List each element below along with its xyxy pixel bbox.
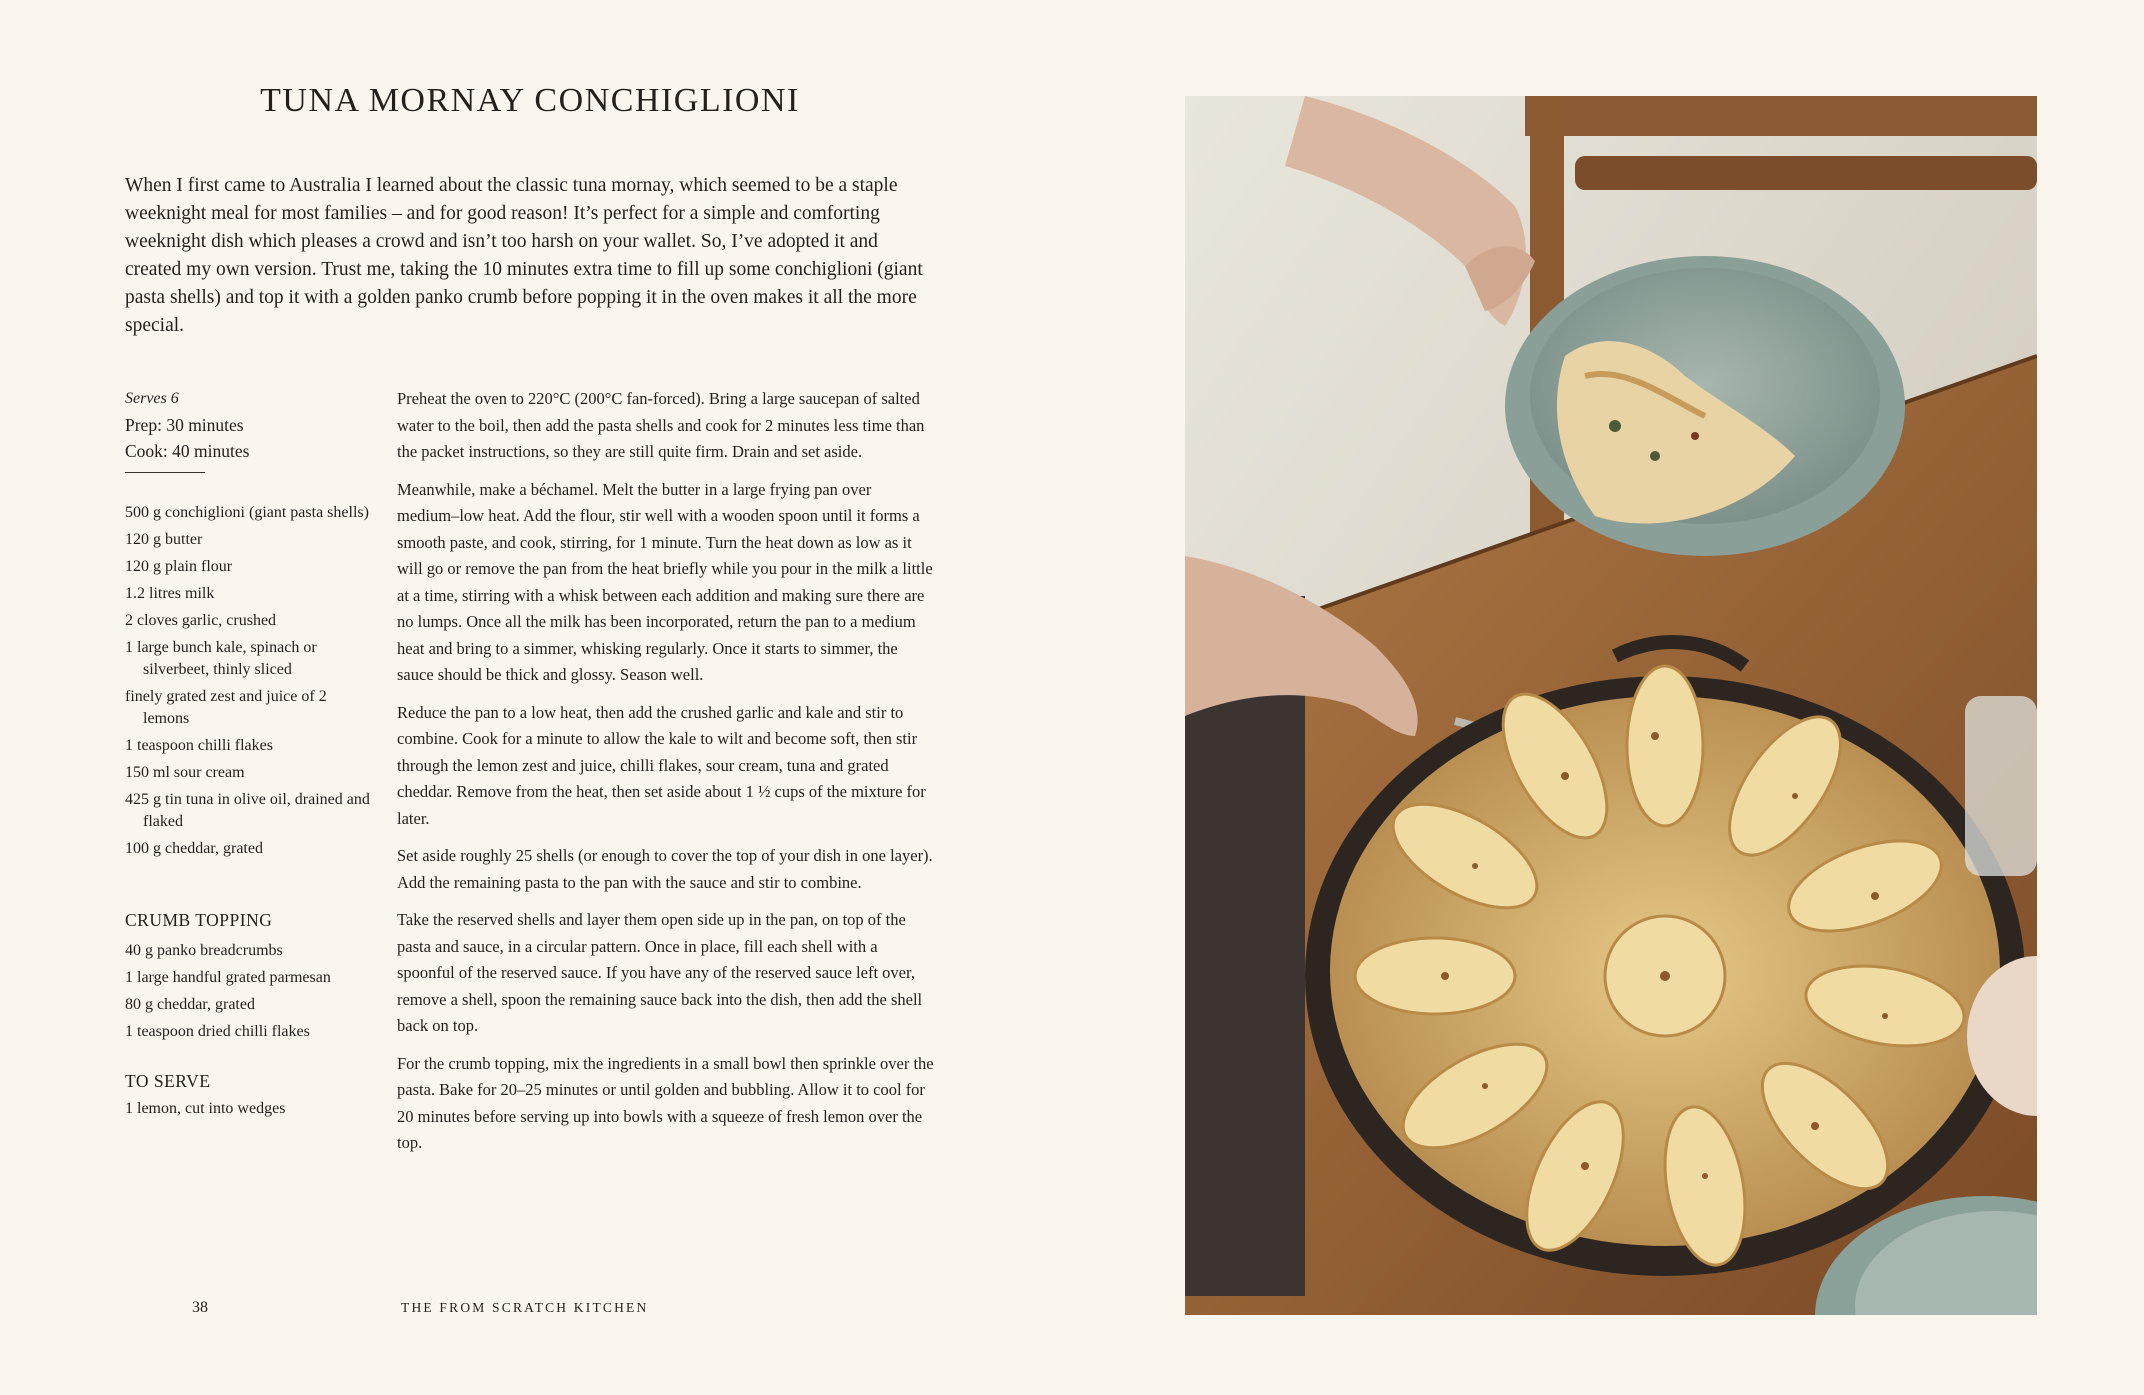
ingredient-list — [125, 502, 375, 865]
serving-bowl — [1505, 256, 1905, 556]
to-serve-heading: TO SERVE — [125, 1071, 211, 1091]
glass — [1965, 696, 2037, 876]
crumb-topping-list — [125, 940, 331, 1048]
running-footer: THE FROM SCRATCH KITCHEN — [401, 1300, 649, 1315]
method-step: Preheat the oven to 220°C (200°C fan-forced). Bring a large saucepan of salted water to the boil, then add the pasta shells and cook for 2 minutes less time than the packet instructions, so they are still quite firm. Drain and set aside. — [397, 389, 925, 461]
crumb-topping-heading: CRUMB TOPPING — [125, 910, 273, 930]
prep-time: Prep: 30 minutes — [125, 415, 244, 435]
recipe-intro: When I first came to Australia I learned about the classic tuna mornay, which seemed to be a staple weeknight meal for most families – and for good reason! It’s perfect for a simple and comforting weeknight dish which pleases a crowd and isn’t too harsh on your wallet. So, I’ve adopted it and created my own version. Trust me, taking the 10 minutes extra time to fill up some conchiglioni (giant pasta shells) and top it with a golden panko crumb before popping it in the oven makes it all the more special. — [125, 175, 923, 336]
recipe-meta — [125, 386, 355, 473]
ingredient-item: finely grated zest and juice of 2 lemons — [125, 688, 327, 727]
ingredient-item: 500 g conchiglioni (giant pasta shells) — [125, 504, 369, 521]
ingredient-item: 425 g tin tuna in olive oil, drained and flaked — [125, 791, 370, 830]
method-step: Reduce the pan to a low heat, then add the crushed garlic and kale and stir to combine. Cook for a minute to allow the kale to wilt and become soft, then stir through the lemon zest and juice, chilli flakes, sour cream, tuna and grated cheddar. Remove from the heat, then set aside about 1 ½ cups of the mixture for later. — [397, 702, 926, 828]
serves: Serves 6 — [125, 390, 179, 407]
recipe-title: TUNA MORNAY CONCHIGLIONI — [260, 82, 800, 119]
method-step: For the crumb topping, mix the ingredients in a small bowl then sprinkle over the pasta. Bake for 20–25 minutes or until golden and bubbling. Allow it to cool for 20 minutes before serving up into bowls with a squeeze of fresh lemon over the top. — [397, 1053, 934, 1152]
page-number: 38 — [192, 1299, 208, 1316]
ingredient-item: 2 cloves garlic, crushed — [125, 612, 277, 629]
method-step: Meanwhile, make a béchamel. Melt the butter in a large frying pan over medium–low heat. Add the flour, stir well with a wooden spoon until it forms a smooth paste, and cook, stirring, for 1 minute. Turn the heat down as low as it will go or remove the pan from the heat briefly while you pour in the milk a little at a time, stirring with a whisk between each addition and making sure there are no lumps. Once all the milk has been incorporated, return the pan to a medium heat and bring to a simmer, whisking regularly. Once it starts to simmer, the sauce should be thick and glossy. Season well. — [397, 479, 933, 684]
method-step: Take the reserved shells and layer them open side up in the pan, on top of the pasta and sauce, in a circular pattern. Once in place, fill each shell with a spoonful of the reserved sauce. If you have any of the reserved sauce left over, remove a shell, spoon the remaining sauce back into the dish, then add the shell back on top. — [397, 910, 923, 1035]
recipe-photo — [1185, 96, 2037, 1315]
chair-back — [1525, 96, 2037, 136]
ingredient-item: 1.2 litres milk — [125, 585, 215, 602]
crumb-item: 80 g cheddar, grated — [125, 996, 255, 1013]
method-step: Set aside roughly 25 shells (or enough to cover the top of your dish in one layer). Add the remaining pasta to the pan with the sauce and stir to combine. — [397, 846, 933, 892]
ingredient-item: 100 g cheddar, grated — [125, 840, 263, 857]
ingredient-item: 1 teaspoon chilli flakes — [125, 737, 273, 754]
divider — [125, 472, 205, 473]
ingredient-item: 150 ml sour cream — [125, 764, 245, 781]
crumb-item: 1 large handful grated parmesan — [125, 969, 331, 986]
ingredient-item: 1 large bunch kale, spinach or silverbeet, thinly sliced — [125, 639, 317, 678]
cook-time: Cook: 40 minutes — [125, 441, 250, 461]
to-serve-list — [125, 1098, 285, 1120]
ingredient-item: 120 g butter — [125, 531, 203, 548]
serve-item: 1 lemon, cut into wedges — [125, 1100, 286, 1117]
method-steps — [397, 386, 937, 1168]
chair-rail — [1575, 156, 2037, 190]
ingredient-item: 120 g plain flour — [125, 558, 233, 575]
crumb-item: 40 g panko breadcrumbs — [125, 942, 283, 959]
crumb-item: 1 teaspoon dried chilli flakes — [125, 1023, 310, 1040]
